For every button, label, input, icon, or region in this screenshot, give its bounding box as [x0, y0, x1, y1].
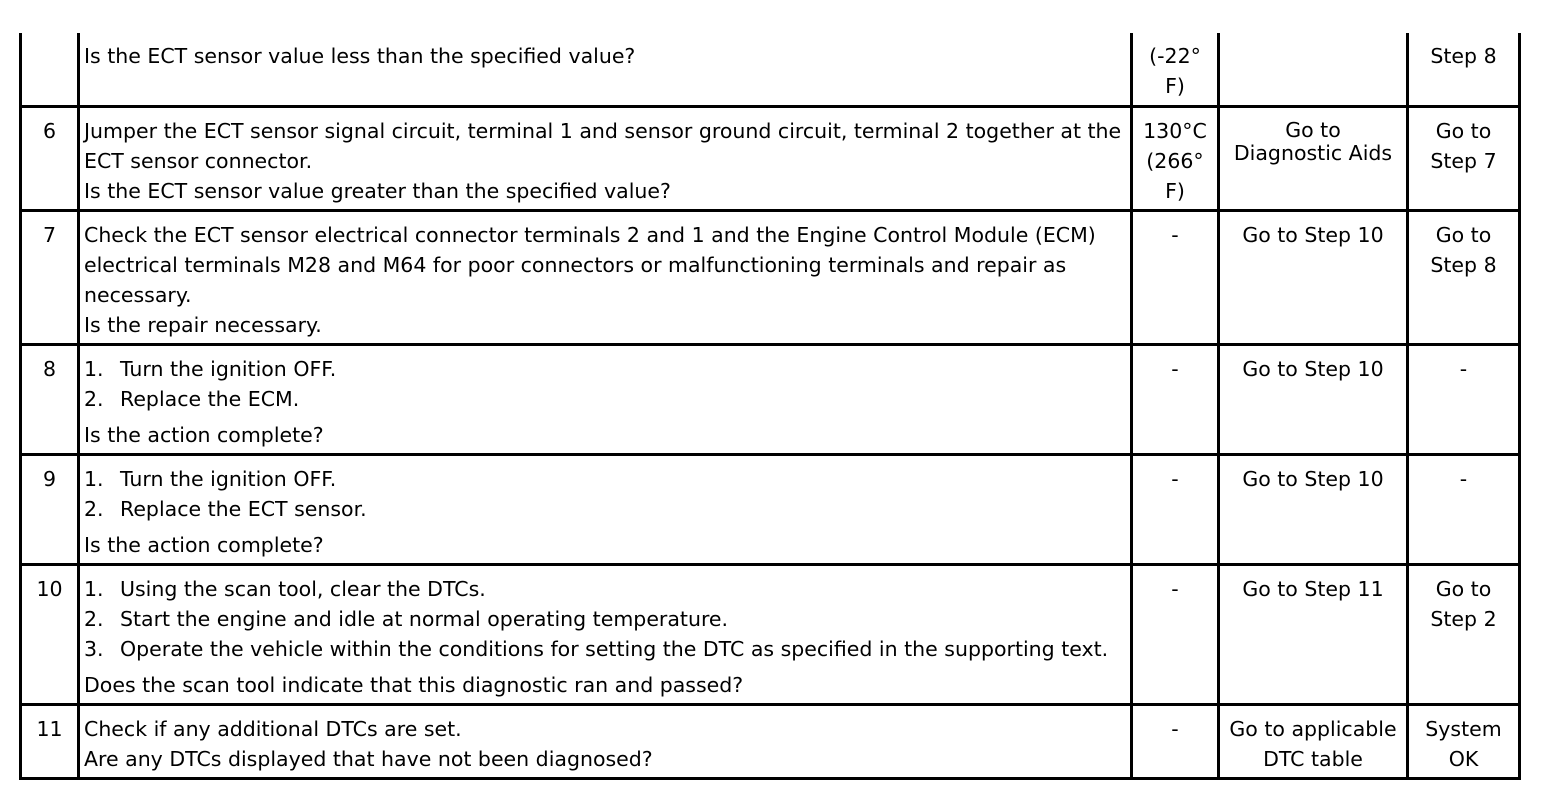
list-item-text: Using the scan tool, clear the DTCs. [120, 576, 486, 601]
no-cell [1408, 564, 1520, 704]
value-line: - [1171, 576, 1179, 601]
value-line: - [1171, 716, 1179, 741]
table-row [21, 210, 1520, 344]
no-cell [1408, 33, 1520, 106]
value-cell [1132, 454, 1219, 564]
action-line: Is the repair necessary. [84, 312, 322, 337]
action-line: Jumper the ECT sensor signal circuit, terminal 1 and sensor ground circuit, terminal 2 together at the [84, 118, 1122, 143]
yes-cell [1219, 344, 1408, 454]
action-cell [79, 210, 1132, 344]
yes-line: Go to Step 11 [1242, 576, 1384, 601]
yes-cell [1219, 454, 1408, 564]
value-line: F) [1165, 74, 1185, 98]
list-item-text: Turn the ignition OFF. [120, 356, 337, 381]
value-line: - [1171, 222, 1179, 247]
yes-line: Go to [1285, 117, 1341, 142]
step-number-cell [21, 33, 79, 106]
value-line: 130°C [1143, 118, 1207, 143]
table-row [21, 454, 1520, 564]
action-line: Is the ECT sensor value greater than the specified value? [84, 178, 671, 203]
action-cell [79, 106, 1132, 210]
step-number-cell: 8 [21, 344, 79, 454]
value-cell [1132, 33, 1219, 106]
yes-cell [1219, 106, 1408, 210]
yes-line: Diagnostic Aids [1233, 140, 1393, 165]
table-row [21, 33, 1520, 106]
list-item-number: 3. [84, 636, 104, 661]
table-row [21, 704, 1520, 778]
list-item-text: Replace the ECT sensor. [120, 496, 367, 521]
action-line: Is the ECT sensor value less than the specified value? [84, 44, 636, 68]
step-number-cell: 6 [21, 106, 79, 210]
yes-line: DTC table [1263, 746, 1363, 771]
no-cell [1408, 344, 1520, 454]
table-row [21, 344, 1520, 454]
list-item-number: 2. [84, 606, 104, 631]
action-cell [79, 33, 1132, 106]
no-cell [1408, 704, 1520, 778]
action-cell [79, 454, 1132, 564]
yes-cell [1219, 564, 1408, 704]
value-line: - [1171, 466, 1179, 491]
no-line: Go to [1435, 222, 1492, 247]
no-line: Go to [1435, 576, 1492, 601]
list-item-number: 2. [84, 496, 104, 521]
value-cell [1132, 564, 1219, 704]
no-line: - [1459, 466, 1468, 491]
list-item-text: Operate the vehicle within the conditions for setting the DTC as specified in the supporting text. [120, 636, 1109, 661]
list-item-text: Start the engine and idle at normal operating temperature. [120, 606, 729, 631]
yes-cell [1219, 33, 1408, 106]
no-cell [1408, 210, 1520, 344]
table-row [21, 106, 1520, 210]
yes-line: Go to Step 10 [1242, 356, 1384, 381]
list-item [84, 384, 1120, 414]
action-line: Check the ECT sensor electrical connector terminals 2 and 1 and the Engine Control Module (ECM) [84, 222, 1096, 247]
value-line: (-22° [1149, 44, 1201, 68]
step-number-cell: 10 [21, 564, 79, 704]
list-item [84, 494, 1120, 524]
list-item [84, 634, 1120, 664]
no-line: Step 8 [1430, 44, 1497, 68]
no-line: Step 7 [1430, 148, 1497, 173]
list-item [84, 354, 1120, 384]
no-line: System [1425, 716, 1502, 741]
action-question: Does the scan tool indicate that this diagnostic ran and passed? [84, 672, 744, 697]
step-number-cell: 9 [21, 454, 79, 564]
value-cell [1132, 344, 1219, 454]
yes-line: Go to Step 10 [1242, 222, 1384, 247]
step-number-cell: 7 [21, 210, 79, 344]
action-cell [79, 564, 1132, 704]
no-cell [1408, 106, 1520, 210]
yes-line: Go to applicable [1229, 716, 1397, 741]
action-line: necessary. [84, 282, 192, 307]
value-cell [1132, 704, 1219, 778]
action-line: ECT sensor connector. [84, 148, 313, 173]
diagnostic-table [19, 33, 1521, 780]
value-line: (266° [1146, 148, 1204, 173]
list-item-number: 1. [84, 356, 104, 381]
no-cell [1408, 454, 1520, 564]
list-item [84, 464, 1120, 494]
action-cell [79, 344, 1132, 454]
action-question: Is the action complete? [84, 532, 324, 557]
no-line: - [1459, 356, 1468, 381]
value-cell [1132, 106, 1219, 210]
diagnostic-table-body [21, 33, 1520, 778]
step-number-cell: 11 [21, 704, 79, 778]
action-line: electrical terminals M28 and M64 for poor connectors or malfunctioning terminals and repair as [84, 252, 1067, 277]
value-line: F) [1165, 178, 1185, 203]
action-line: Are any DTCs displayed that have not been diagnosed? [84, 746, 653, 771]
list-item-number: 2. [84, 386, 104, 411]
action-cell [79, 704, 1132, 778]
no-line: Go to [1435, 118, 1492, 143]
list-item [84, 604, 1120, 634]
value-cell [1132, 210, 1219, 344]
yes-line: Go to Step 10 [1242, 466, 1384, 491]
action-line: Check if any additional DTCs are set. [84, 716, 462, 741]
table-row [21, 564, 1520, 704]
no-line: Step 8 [1430, 252, 1497, 277]
yes-cell [1219, 704, 1408, 778]
list-item-text: Turn the ignition OFF. [120, 466, 337, 491]
list-item-number: 1. [84, 576, 104, 601]
value-line: - [1171, 356, 1179, 381]
yes-cell [1219, 210, 1408, 344]
action-question: Is the action complete? [84, 422, 324, 447]
list-item [84, 574, 1120, 604]
list-item-text: Replace the ECM. [120, 386, 300, 411]
no-line: OK [1448, 746, 1479, 771]
list-item-number: 1. [84, 466, 104, 491]
no-line: Step 2 [1430, 606, 1497, 631]
